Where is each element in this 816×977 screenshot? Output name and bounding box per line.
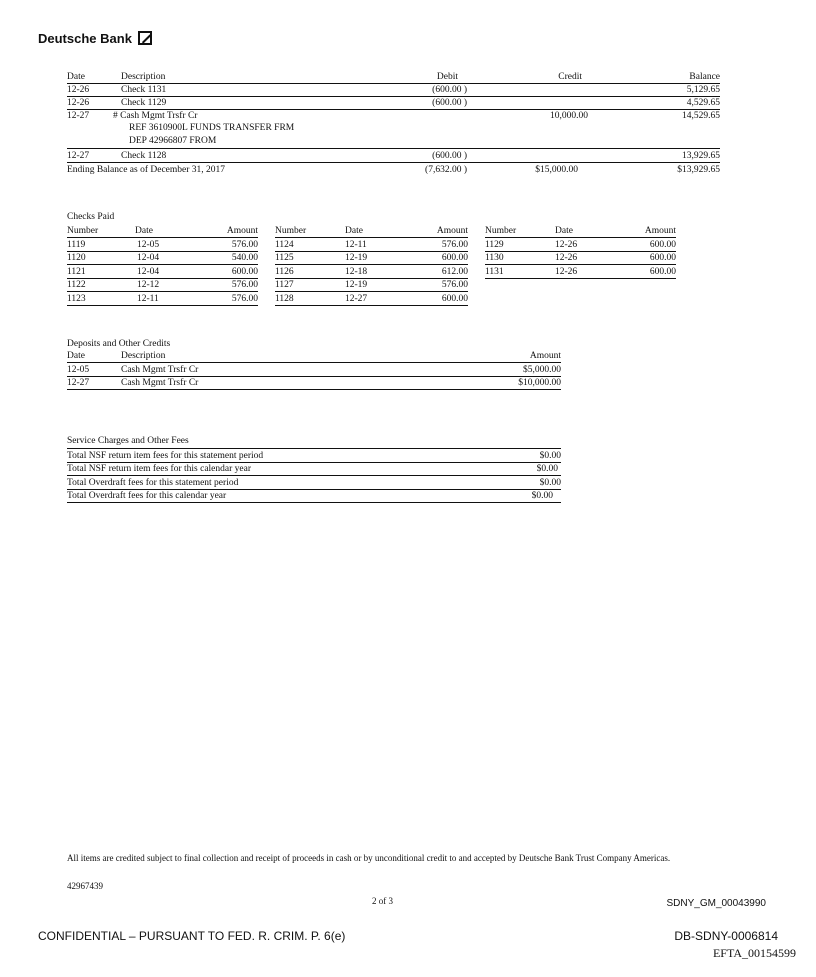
check-amount: 576.00	[441, 280, 468, 290]
check-date: 12-04	[137, 266, 160, 277]
col-credit-header: Credit	[558, 72, 582, 82]
txn-balance: 14,529.65	[682, 111, 720, 121]
check-amount: 600.00	[649, 239, 676, 250]
col-description-header: Description	[121, 72, 166, 82]
check-row	[485, 267, 676, 279]
check-row	[485, 253, 676, 265]
page-number: 2 of 3	[372, 896, 393, 906]
transaction-row	[67, 151, 720, 163]
deutsche-bank-slash-icon	[138, 31, 152, 45]
deposit-row	[67, 365, 561, 377]
check-row	[275, 280, 468, 292]
checks-paid-column-1	[67, 226, 258, 306]
check-date: 12-26	[555, 253, 578, 263]
txn-date: 12-27	[67, 151, 90, 161]
fee-label: Total NSF return item fees for this statement period	[67, 450, 264, 461]
checks-paid-column-3	[485, 226, 676, 279]
check-date: 12-05	[137, 239, 160, 250]
check-amount: 612.00	[441, 266, 468, 277]
col-number-header: Number	[275, 226, 307, 236]
txn-detail-line: DEP 42966807 FROM	[129, 136, 217, 146]
col-amount-header: Amount	[226, 226, 258, 236]
check-row	[67, 267, 258, 279]
check-date: 12-11	[137, 293, 159, 304]
checks-paid-header	[275, 226, 468, 238]
check-row	[67, 240, 258, 252]
checks-paid-header	[67, 226, 258, 238]
col-description-header: Description	[121, 351, 166, 361]
check-date: 12-26	[555, 239, 578, 250]
check-date: 12-18	[345, 266, 368, 277]
check-number: 1131	[485, 266, 504, 277]
fee-row	[67, 451, 561, 463]
deposit-date: 12-27	[67, 378, 90, 388]
disclaimer-text: All items are credited subject to final collection and receipt of proceeds in cash or by unconditional credit to and accepted by Deutsche Bank Trust Company Americas.	[67, 853, 671, 863]
deposits-header	[67, 351, 561, 363]
check-number: 1119	[67, 239, 86, 250]
col-date-header: Date	[67, 351, 85, 361]
deposit-amount: $5,000.00	[523, 364, 561, 375]
check-amount: 540.00	[231, 253, 258, 263]
confidential-notice: CONFIDENTIAL – PURSUANT TO FED. R. CRIM. P. 6(e)	[38, 929, 346, 943]
col-date-header: Date	[67, 72, 85, 82]
col-amount-header: Amount	[529, 351, 561, 361]
col-date-header: Date	[345, 226, 363, 236]
bank-logo	[38, 28, 152, 48]
check-number: 1128	[275, 293, 294, 304]
check-row	[275, 253, 468, 265]
col-amount-header: Amount	[436, 226, 468, 236]
fee-row	[67, 478, 561, 490]
ending-debit-total: (7,632.00 )	[425, 165, 467, 175]
check-row	[67, 280, 258, 292]
check-amount: 576.00	[231, 280, 258, 290]
txn-description: Check 1129	[121, 98, 167, 108]
col-date-header: Date	[135, 226, 153, 236]
bates-number-efta: EFTA_00154599	[712, 946, 796, 960]
txn-date: 12-26	[67, 85, 90, 95]
txn-balance: 13,929.65	[682, 151, 720, 161]
service-charges-title: Service Charges and Other Fees	[67, 436, 561, 449]
transaction-row	[67, 111, 720, 149]
check-date: 12-11	[345, 239, 367, 250]
check-amount: 600.00	[441, 293, 468, 304]
ending-balance-label: Ending Balance as of December 31, 2017	[67, 165, 226, 175]
check-date: 12-19	[345, 253, 368, 263]
txn-description: Check 1128	[121, 151, 167, 161]
deposit-date: 12-05	[67, 364, 90, 375]
deposits-section	[67, 339, 561, 390]
fee-amount: $0.00	[531, 491, 553, 501]
fee-amount: $0.00	[539, 450, 561, 461]
txn-debit: (600.00 )	[432, 85, 467, 95]
checks-paid-column-2	[275, 226, 468, 306]
check-row	[275, 240, 468, 252]
service-charges-section	[67, 436, 561, 503]
account-number: 42967439	[67, 881, 103, 891]
check-date: 12-26	[555, 266, 578, 277]
txn-balance: 5,129.65	[686, 85, 720, 95]
check-number: 1124	[275, 239, 294, 250]
transactions-table	[67, 72, 720, 176]
check-number: 1125	[275, 253, 294, 263]
check-amount: 600.00	[649, 266, 676, 277]
check-row	[67, 253, 258, 265]
deposit-amount: $10,000.00	[518, 378, 561, 388]
fee-label: Total Overdraft fees for this calendar year	[67, 491, 227, 501]
transaction-row	[67, 85, 720, 97]
check-number: 1123	[67, 293, 86, 304]
txn-detail-line: REF 3610900L FUNDS TRANSFER FRM	[129, 123, 295, 133]
check-amount: 576.00	[231, 239, 258, 250]
check-amount: 600.00	[231, 266, 258, 277]
check-row	[275, 294, 468, 306]
bates-number-db: DB-SDNY-0006814	[674, 929, 778, 943]
deposit-description: Cash Mgmt Trsfr Cr	[121, 378, 199, 388]
check-number: 1120	[67, 253, 86, 263]
col-debit-header: Debit	[436, 72, 458, 82]
check-amount: 600.00	[649, 253, 676, 263]
txn-description: Check 1131	[121, 85, 167, 95]
check-number: 1130	[485, 253, 504, 263]
ending-balance-value: $13,929.65	[677, 165, 720, 175]
col-date-header: Date	[555, 226, 573, 236]
ending-credit-total: $15,000.00	[535, 165, 578, 175]
fee-amount: $0.00	[536, 464, 558, 474]
fee-row	[67, 464, 561, 476]
col-amount-header: Amount	[644, 226, 676, 236]
check-date: 12-04	[137, 253, 160, 263]
check-number: 1129	[485, 239, 504, 250]
transaction-row	[67, 98, 720, 110]
col-balance-header: Balance	[689, 72, 720, 82]
txn-description: # Cash Mgmt Trsfr Cr	[113, 111, 198, 121]
check-number: 1122	[67, 280, 86, 290]
deposit-description: Cash Mgmt Trsfr Cr	[121, 364, 199, 375]
check-amount: 576.00	[231, 293, 258, 304]
check-number: 1126	[275, 266, 294, 277]
check-amount: 600.00	[441, 253, 468, 263]
bates-number-sdny: SDNY_GM_00043990	[666, 898, 766, 909]
checks-paid-header	[485, 226, 676, 238]
txn-balance: 4,529.65	[686, 98, 720, 108]
fee-amount: $0.00	[539, 477, 561, 488]
txn-debit: (600.00 )	[432, 98, 467, 108]
fee-label: Total Overdraft fees for this statement period	[67, 477, 239, 488]
check-number: 1121	[67, 266, 86, 277]
check-amount: 576.00	[441, 239, 468, 250]
txn-debit: (600.00 )	[432, 151, 467, 161]
check-row	[485, 240, 676, 252]
col-number-header: Number	[67, 226, 99, 236]
check-row	[67, 294, 258, 306]
deposits-title: Deposits and Other Credits	[67, 339, 171, 349]
ending-balance-row	[67, 165, 720, 176]
check-date: 12-19	[345, 280, 368, 290]
fee-label: Total NSF return item fees for this calendar year	[67, 464, 251, 474]
txn-credit: 10,000.00	[550, 111, 588, 121]
checks-paid-title: Checks Paid	[67, 212, 115, 222]
deposit-row	[67, 378, 561, 390]
txn-date: 12-26	[67, 98, 90, 108]
fee-row	[67, 491, 561, 503]
check-row	[275, 267, 468, 279]
check-number: 1127	[275, 280, 294, 290]
col-number-header: Number	[485, 226, 517, 236]
check-date: 12-27	[345, 293, 368, 304]
check-date: 12-12	[137, 280, 160, 290]
transactions-header	[67, 72, 720, 84]
bank-name: Deutsche Bank	[38, 30, 132, 46]
txn-date: 12-27	[67, 111, 90, 121]
